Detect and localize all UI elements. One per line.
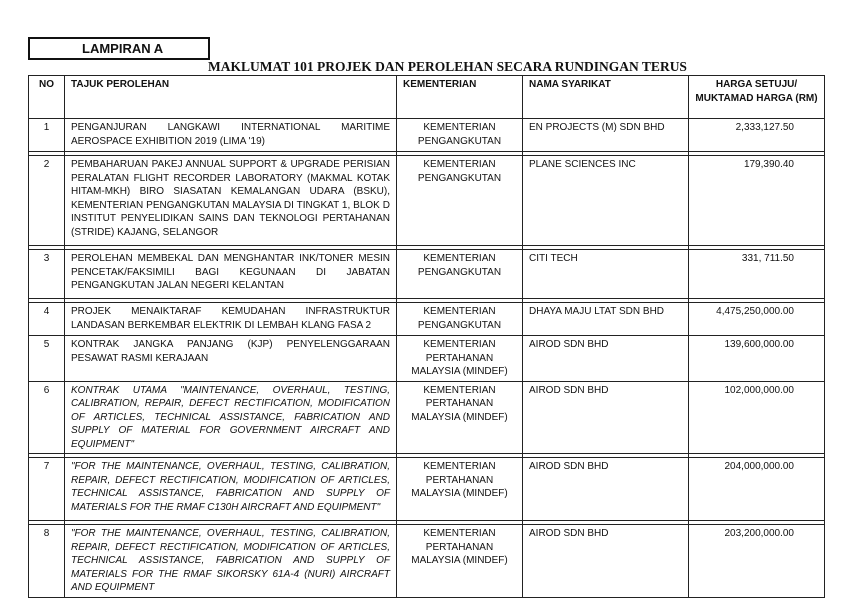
row-harga: 2,333,127.50 — [689, 119, 825, 152]
document-title: MAKLUMAT 101 PROJEK DAN PEROLEHAN SECARA RUNDINGAN TERUS — [208, 59, 687, 74]
row-tajuk: PROJEK MENAIKTARAF KEMUDAHAN INFRASTRUKTUR LANDASAN BERKEMBAR ELEKTRIK DI LEMBAH KLANG FASA 2 — [65, 303, 397, 336]
row-kementerian: KEMENTERIAN PENGANGKUTAN — [397, 303, 523, 336]
row-no: 6 — [29, 381, 65, 454]
procurement-table — [28, 75, 825, 598]
appendix-label: LAMPIRAN A — [28, 37, 210, 60]
row-syarikat: CITI TECH — [523, 250, 689, 299]
row-syarikat: PLANE SCIENCES INC — [523, 156, 689, 246]
row-syarikat: AIROD SDN BHD — [523, 381, 689, 454]
row-kementerian: KEMENTERIAN PENGANGKUTAN — [397, 250, 523, 299]
row-tajuk: PENGANJURAN LANGKAWI INTERNATIONAL MARITIME AEROSPACE EXHIBITION 2019 (LIMA '19) — [65, 119, 397, 152]
row-harga: 139,600,000.00 — [689, 336, 825, 382]
row-no: 8 — [29, 525, 65, 598]
header-no: NO — [29, 76, 65, 119]
row-kementerian: KEMENTERIAN PENGANGKUTAN — [397, 156, 523, 246]
row-harga: 203,200,000.00 — [689, 525, 825, 598]
row-harga: 204,000,000.00 — [689, 458, 825, 521]
row-kementerian: KEMENTERIAN PERTAHANAN MALAYSIA (MINDEF) — [397, 336, 523, 382]
row-tajuk: "FOR THE MAINTENANCE, OVERHAUL, TESTING, CALIBRATION, REPAIR, DEFECT RECTIFICATION, MODIFICATION OF ARTICLES, TECHNICAL ASSISTANCE, FABRICATION AND SUPPLY OF MATERIALS FOR THE RMAF C130H AIRCRAFT AND EQUIPMENT" — [65, 458, 397, 521]
header-syarikat: NAMA SYARIKAT — [523, 76, 689, 119]
row-no: 3 — [29, 250, 65, 299]
row-syarikat: EN PROJECTS (M) SDN BHD — [523, 119, 689, 152]
row-kementerian: KEMENTERIAN PERTAHANAN MALAYSIA (MINDEF) — [397, 458, 523, 521]
header-tajuk: TAJUK PEROLEHAN — [65, 76, 397, 119]
row-no: 1 — [29, 119, 65, 152]
row-syarikat: AIROD SDN BHD — [523, 336, 689, 382]
row-harga: 331, 711.50 — [689, 250, 825, 299]
table-row — [29, 336, 825, 382]
row-kementerian: KEMENTERIAN PERTAHANAN MALAYSIA (MINDEF) — [397, 381, 523, 454]
row-tajuk: "FOR THE MAINTENANCE, OVERHAUL, TESTING, CALIBRATION, REPAIR, DEFECT RECTIFICATION, MODIFICATION OF ARTICLES, TECHNICAL ASSISTANCE, FABRICATION AND SUPPLY OF MATERIALS FOR THE RMAF SIKORSKY 61A-4 (NURI) AIRCRAFT AND EQUIPMENT — [65, 525, 397, 598]
row-harga: 4,475,250,000.00 — [689, 303, 825, 336]
row-tajuk: KONTRAK UTAMA "MAINTENANCE, OVERHAUL, TESTING, CALIBRATION, REPAIR, DEFECT RECTIFICATION, MODIFICATION OF ARTICLES, TECHNICAL ASSISTANCE, FABRICATION AND SUPPLY OF MATERIAL FOR GOVERNMENT AIRCRAFT AND EQUIPMENT" — [65, 381, 397, 454]
table-row — [29, 156, 825, 246]
header-harga: HARGA SETUJU/ MUKTAMAD HARGA (RM) — [689, 76, 825, 119]
header-kementerian: KEMENTERIAN — [397, 76, 523, 119]
row-harga: 179,390.40 — [689, 156, 825, 246]
row-tajuk: KONTRAK JANGKA PANJANG (KJP) PENYELENGGARAAN PESAWAT RASMI KERAJAAN — [65, 336, 397, 382]
row-syarikat: AIROD SDN BHD — [523, 458, 689, 521]
table-row — [29, 381, 825, 454]
row-tajuk: PEROLEHAN MEMBEKAL DAN MENGHANTAR INK/TONER MESIN PENCETAK/FAKSIMILI BAGI KEGUNAAN DI JABATAN PENGANGKUTAN JALAN NEGERI KELANTAN — [65, 250, 397, 299]
row-no: 4 — [29, 303, 65, 336]
row-harga: 102,000,000.00 — [689, 381, 825, 454]
table-row — [29, 119, 825, 152]
table-row — [29, 525, 825, 598]
table-row — [29, 250, 825, 299]
row-no: 2 — [29, 156, 65, 246]
row-tajuk: PEMBAHARUAN PAKEJ ANNUAL SUPPORT & UPGRADE PERISIAN PERALATAN FLIGHT RECORDER LABORATORY (MAKMAL KOTAK HITAM-MKH) BIRO SIASATAN KEMALANGAN UDARA (BSKU), KEMENTERIAN PENGANGKUTAN MALAYSIA DI TINGKAT 1, BLOK D INSTITUT PENYELIDIKAN SAINS DAN TEKNOLOGI PERTAHANAN (STRIDE) KAJANG, SELANGOR — [65, 156, 397, 246]
table-row — [29, 458, 825, 521]
row-kementerian: KEMENTERIAN PERTAHANAN MALAYSIA (MINDEF) — [397, 525, 523, 598]
row-no: 5 — [29, 336, 65, 382]
table-header-row — [29, 76, 825, 119]
row-syarikat: DHAYA MAJU LTAT SDN BHD — [523, 303, 689, 336]
row-syarikat: AIROD SDN BHD — [523, 525, 689, 598]
table-row — [29, 303, 825, 336]
row-kementerian: KEMENTERIAN PENGANGKUTAN — [397, 119, 523, 152]
row-no: 7 — [29, 458, 65, 521]
